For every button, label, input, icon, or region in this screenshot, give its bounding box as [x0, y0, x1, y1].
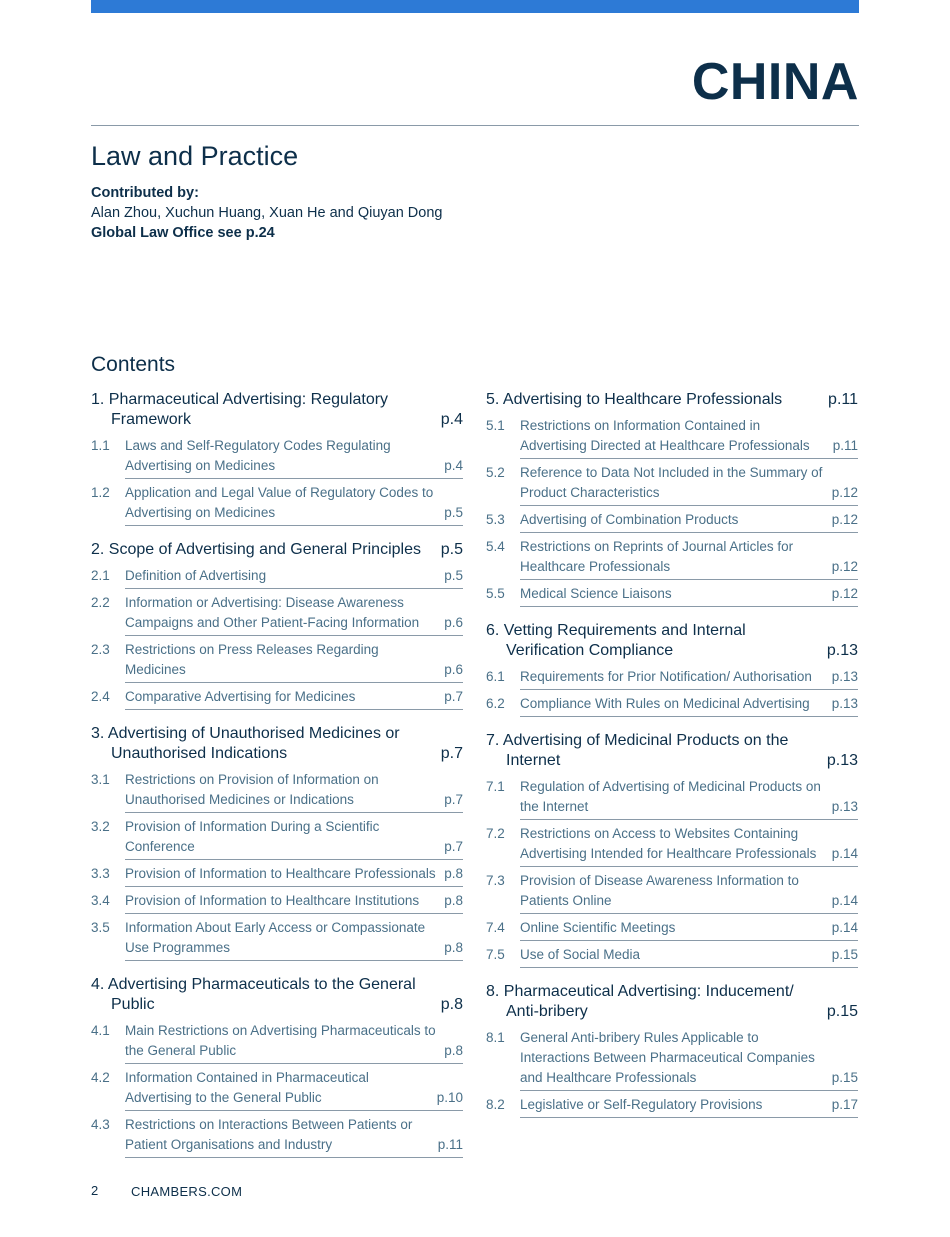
toc-item-number: 4.2: [91, 1070, 110, 1085]
toc-item-number: 6.1: [486, 669, 505, 684]
toc-section-title: 6. Vetting Requirements and Internal Verification Compliance: [486, 622, 746, 659]
toc-item[interactable]: [91, 566, 463, 589]
toc-item[interactable]: [91, 918, 463, 961]
toc-item[interactable]: [486, 918, 858, 941]
toc-item[interactable]: [486, 463, 858, 506]
toc-item-title: Restrictions on Press Releases Regarding Medicines: [125, 642, 379, 677]
toc-item-title: Comparative Advertising for Medicines: [125, 689, 356, 704]
toc-item-body: [125, 891, 463, 914]
toc-item-page: p.14: [831, 893, 858, 908]
toc-section-page: p.8: [440, 996, 463, 1013]
toc-item[interactable]: [91, 864, 463, 887]
toc-section-heading[interactable]: [486, 982, 858, 1022]
toc-section-page: p.7: [440, 745, 463, 762]
toc-item-number: 7.1: [486, 779, 505, 794]
toc-item-title: Information About Early Access or Compassionate Use Programmes: [125, 920, 426, 955]
toc-item-number: 8.2: [486, 1097, 505, 1112]
toc-item-body: [520, 537, 858, 580]
toc-item-body: [125, 817, 463, 860]
toc-item-page: p.5: [444, 568, 463, 583]
toc-item-page: p.12: [831, 559, 858, 574]
toc-item-body: [125, 770, 463, 813]
toc-item-number: 5.4: [486, 539, 505, 554]
toc-item-title: Definition of Advertising: [125, 568, 267, 583]
toc-item-page: p.12: [831, 485, 858, 500]
toc-item-title: Restrictions on Interactions Between Patients or Patient Organisations and Industry: [125, 1117, 413, 1152]
toc-section: [486, 731, 858, 968]
toc-section-title: 8. Pharmaceutical Advertising: Inducement/ Anti-bribery: [486, 983, 794, 1020]
toc-item-page: p.8: [444, 866, 463, 881]
contents-left-column: [91, 390, 463, 1172]
toc-item-page: p.14: [831, 846, 858, 861]
toc-item-body: [125, 1115, 463, 1158]
toc-item-title: Online Scientific Meetings: [520, 920, 676, 935]
toc-item-body: [125, 566, 463, 589]
toc-item-number: 3.3: [91, 866, 110, 881]
toc-item-body: [520, 584, 858, 607]
toc-item-title: Restrictions on Reprints of Journal Articles for Healthcare Professionals: [520, 539, 794, 574]
footer-site[interactable]: CHAMBERS.COM: [131, 1184, 243, 1199]
toc-item-title: Restrictions on Provision of Information on Unauthorised Medicines or Indications: [125, 772, 379, 807]
toc-item-number: 3.2: [91, 819, 110, 834]
firm-link[interactable]: Global Law Office see p.24: [91, 225, 275, 241]
toc-section-title: 3. Advertising of Unauthorised Medicines or Unauthorised Indications: [91, 725, 400, 762]
section-title: Law and Practice: [91, 141, 299, 171]
toc-item-number: 3.1: [91, 772, 110, 787]
toc-item-page: p.8: [444, 1043, 463, 1058]
toc-item-number: 7.2: [486, 826, 505, 841]
toc-item[interactable]: [486, 871, 858, 914]
toc-item-body: [520, 667, 858, 690]
toc-item[interactable]: [486, 537, 858, 580]
toc-item[interactable]: [91, 436, 463, 479]
toc-item-number: 2.2: [91, 595, 110, 610]
toc-item-page: p.14: [831, 920, 858, 935]
toc-item-title: Provision of Disease Awareness Information to Patients Online: [520, 873, 799, 908]
toc-item-page: p.10: [436, 1090, 463, 1105]
toc-item[interactable]: [486, 510, 858, 533]
toc-item[interactable]: [486, 1028, 858, 1091]
toc-section-page: p.13: [826, 642, 858, 659]
toc-item-page: p.12: [831, 512, 858, 527]
toc-section-heading[interactable]: [486, 621, 858, 661]
toc-item-page: p.7: [444, 689, 463, 704]
toc-item-number: 5.1: [486, 418, 505, 433]
toc-item-title: Medical Science Liaisons: [520, 586, 672, 601]
toc-item-page: p.11: [832, 438, 858, 453]
toc-item-body: [520, 871, 858, 914]
toc-item-page: p.12: [831, 586, 858, 601]
toc-item-number: 8.1: [486, 1030, 505, 1045]
header-divider: [91, 125, 859, 126]
toc-item-page: p.7: [444, 792, 463, 807]
toc-item-body: [520, 510, 858, 533]
toc-item-title: Advertising of Combination Products: [520, 512, 739, 527]
contributed-label: Contributed by:: [91, 185, 199, 201]
toc-item[interactable]: [91, 817, 463, 860]
toc-item-body: [125, 640, 463, 683]
toc-section-heading[interactable]: [91, 540, 463, 560]
toc-item-body: [125, 436, 463, 479]
toc-item-page: p.13: [831, 669, 858, 684]
toc-item[interactable]: [91, 640, 463, 683]
toc-section-title: 2. Scope of Advertising and General Principles: [91, 541, 421, 558]
toc-item-body: [520, 945, 858, 968]
toc-section-page: p.4: [440, 411, 463, 428]
toc-item-number: 7.5: [486, 947, 505, 962]
toc-item-body: [125, 918, 463, 961]
top-accent-bar: [91, 0, 859, 13]
toc-item-page: p.8: [444, 893, 463, 908]
toc-item-title: Requirements for Prior Notification/ Authorisation: [520, 669, 812, 684]
toc-section-heading[interactable]: [486, 390, 858, 410]
toc-section: [486, 390, 858, 607]
toc-item[interactable]: [486, 416, 858, 459]
toc-section: [91, 390, 463, 526]
toc-section-page: p.11: [828, 391, 858, 408]
toc-item-number: 7.3: [486, 873, 505, 888]
toc-item-page: p.8: [444, 940, 463, 955]
toc-item-page: p.7: [444, 839, 463, 854]
toc-item-body: [520, 1095, 858, 1118]
toc-item-number: 1.1: [91, 438, 110, 453]
contents-title: Contents: [91, 353, 176, 376]
toc-item-body: [520, 918, 858, 941]
toc-item-body: [520, 824, 858, 867]
authors: Alan Zhou, Xuchun Huang, Xuan He and Qiuyan Dong: [91, 205, 443, 221]
toc-item[interactable]: [486, 945, 858, 968]
toc-item-title: Reference to Data Not Included in the Summary of Product Characteristics: [520, 465, 823, 500]
contributors-block: [91, 183, 442, 243]
toc-item-body: [520, 463, 858, 506]
toc-item-body: [125, 483, 463, 526]
toc-item[interactable]: [91, 483, 463, 526]
toc-item-number: 5.2: [486, 465, 505, 480]
toc-item-number: 3.4: [91, 893, 110, 908]
toc-item[interactable]: [91, 1115, 463, 1158]
toc-item-number: 2.1: [91, 568, 110, 583]
toc-item-number: 7.4: [486, 920, 505, 935]
country-title: CHINA: [691, 53, 859, 111]
toc-item-page: p.6: [444, 662, 463, 677]
toc-item-body: [125, 687, 463, 710]
toc-item-page: p.6: [444, 615, 463, 630]
toc-item[interactable]: [91, 1068, 463, 1111]
toc-item-body: [125, 864, 463, 887]
toc-section: [91, 975, 463, 1158]
toc-item-body: [125, 1021, 463, 1064]
footer-page-number: 2: [91, 1183, 99, 1198]
toc-item-title: Provision of Information During a Scientific Conference: [125, 819, 380, 854]
toc-item-title: Compliance With Rules on Medicinal Advertising: [520, 696, 810, 711]
toc-section-title: 5. Advertising to Healthcare Professionals: [486, 391, 783, 408]
toc-item-title: Regulation of Advertising of Medicinal Products on the Internet: [520, 779, 821, 814]
toc-item-title: General Anti-bribery Rules Applicable to Interactions Between Pharmaceutical Companies and Healthcare Professionals: [520, 1030, 815, 1085]
toc-item-title: Main Restrictions on Advertising Pharmaceuticals to the General Public: [125, 1023, 436, 1058]
toc-section-title: 7. Advertising of Medicinal Products on the Internet: [486, 732, 789, 769]
toc-section-heading[interactable]: [91, 975, 463, 1015]
toc-item-title: Information or Advertising: Disease Awareness Campaigns and Other Patient-Facing Information: [125, 595, 420, 630]
toc-item-title: Application and Legal Value of Regulatory Codes to Advertising on Medicines: [125, 485, 434, 520]
toc-section-title: 4. Advertising Pharmaceuticals to the General Public: [91, 976, 416, 1013]
toc-item[interactable]: [486, 1095, 858, 1118]
toc-item-number: 5.5: [486, 586, 505, 601]
toc-item-number: 4.3: [91, 1117, 110, 1132]
toc-item[interactable]: [486, 694, 858, 717]
toc-item-page: p.5: [444, 505, 463, 520]
toc-item-number: 4.1: [91, 1023, 110, 1038]
contents-right-column: [486, 390, 858, 1132]
toc-item[interactable]: [486, 824, 858, 867]
toc-item-title: Restrictions on Information Contained in Advertising Directed at Healthcare Professionals: [520, 418, 810, 453]
toc-section-page: p.13: [826, 752, 858, 769]
toc-item-body: [520, 1028, 858, 1091]
toc-item-body: [520, 777, 858, 820]
toc-item-title: Laws and Self-Regulatory Codes Regulating Advertising on Medicines: [125, 438, 391, 473]
toc-section-page: p.15: [826, 1003, 858, 1020]
toc-item[interactable]: [486, 667, 858, 690]
toc-item-body: [125, 1068, 463, 1111]
toc-item[interactable]: [91, 891, 463, 914]
toc-item-number: 5.3: [486, 512, 505, 527]
toc-item-number: 6.2: [486, 696, 505, 711]
toc-item-number: 3.5: [91, 920, 110, 935]
toc-item-title: Restrictions on Access to Websites Containing Advertising Intended for Healthcare Professionals: [520, 826, 817, 861]
toc-item-body: [125, 593, 463, 636]
toc-section-heading[interactable]: [91, 724, 463, 764]
toc-item-title: Information Contained in Pharmaceutical Advertising to the General Public: [125, 1070, 369, 1105]
toc-item-title: Provision of Information to Healthcare Professionals: [125, 866, 436, 881]
toc-section: [486, 621, 858, 717]
toc-item-page: p.15: [831, 947, 858, 962]
toc-item-title: Use of Social Media: [520, 947, 641, 962]
toc-item[interactable]: [91, 770, 463, 813]
toc-section: [486, 982, 858, 1118]
toc-section: [91, 540, 463, 710]
toc-item[interactable]: [91, 1021, 463, 1064]
toc-item-page: p.11: [437, 1137, 463, 1152]
toc-item-number: 2.4: [91, 689, 110, 704]
toc-section-heading[interactable]: [91, 390, 463, 430]
toc-item[interactable]: [486, 584, 858, 607]
toc-section-title: 1. Pharmaceutical Advertising: Regulatory Framework: [91, 391, 389, 428]
toc-item-body: [520, 416, 858, 459]
toc-item-page: p.13: [831, 696, 858, 711]
toc-item[interactable]: [91, 687, 463, 710]
toc-item-page: p.13: [831, 799, 858, 814]
toc-section-page: p.5: [440, 541, 463, 558]
toc-item-title: Provision of Information to Healthcare Institutions: [125, 893, 420, 908]
toc-item-page: p.15: [831, 1070, 858, 1085]
toc-item[interactable]: [486, 777, 858, 820]
toc-item-page: p.17: [831, 1097, 858, 1112]
toc-item-page: p.4: [444, 458, 463, 473]
toc-item-number: 2.3: [91, 642, 110, 657]
toc-item[interactable]: [91, 593, 463, 636]
toc-item-number: 1.2: [91, 485, 110, 500]
toc-item-body: [520, 694, 858, 717]
toc-section: [91, 724, 463, 961]
toc-section-heading[interactable]: [486, 731, 858, 771]
toc-item-title: Legislative or Self-Regulatory Provisions: [520, 1097, 763, 1112]
